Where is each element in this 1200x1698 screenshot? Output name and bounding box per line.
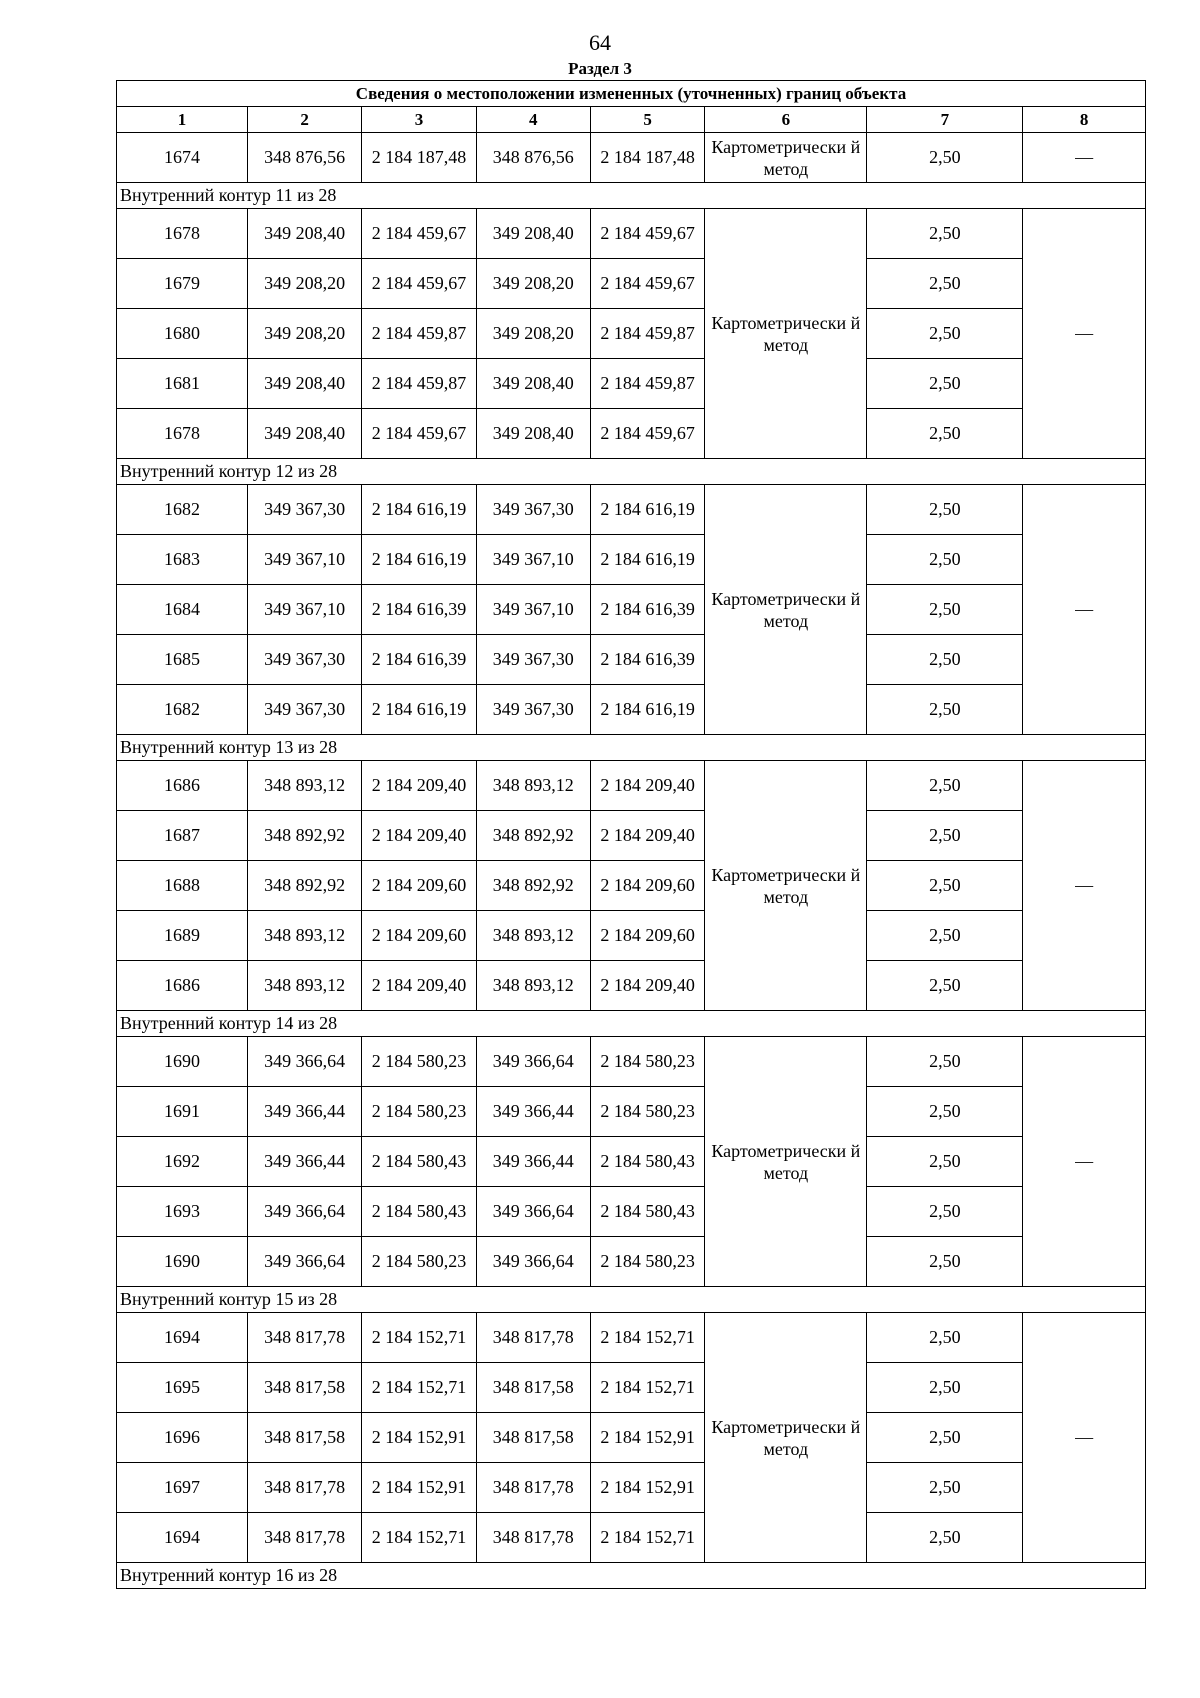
table-row bbox=[117, 209, 1146, 259]
y-coordinate-cell: 2 184 152,91 bbox=[590, 1463, 704, 1513]
table-row bbox=[117, 1237, 1146, 1287]
y-coordinate-cell: 2 184 580,23 bbox=[362, 1087, 476, 1137]
x-coordinate-cell: 348 893,12 bbox=[247, 761, 361, 811]
x-coordinate-cell: 349 367,10 bbox=[247, 585, 361, 635]
accuracy-cell: 2,50 bbox=[867, 1313, 1023, 1363]
y-coordinate-cell: 2 184 152,71 bbox=[590, 1313, 704, 1363]
accuracy-cell: 2,50 bbox=[867, 1513, 1023, 1563]
y-coordinate-cell: 2 184 209,60 bbox=[362, 911, 476, 961]
contour-label: Внутренний контур 14 из 28 bbox=[117, 1011, 1146, 1037]
x-coordinate-cell: 348 817,78 bbox=[476, 1513, 590, 1563]
y-coordinate-cell: 2 184 209,40 bbox=[362, 811, 476, 861]
point-number-cell: 1679 bbox=[117, 259, 248, 309]
point-number-cell: 1686 bbox=[117, 761, 248, 811]
y-coordinate-cell: 2 184 580,23 bbox=[590, 1037, 704, 1087]
x-coordinate-cell: 348 817,78 bbox=[247, 1463, 361, 1513]
x-coordinate-cell: 349 208,20 bbox=[247, 309, 361, 359]
accuracy-cell: 2,50 bbox=[867, 761, 1023, 811]
point-number-cell: 1682 bbox=[117, 485, 248, 535]
table-row bbox=[117, 535, 1146, 585]
y-coordinate-cell: 2 184 616,19 bbox=[362, 535, 476, 585]
accuracy-cell: 2,50 bbox=[867, 911, 1023, 961]
description-cell: — bbox=[1023, 1313, 1146, 1563]
y-coordinate-cell: 2 184 209,60 bbox=[362, 861, 476, 911]
y-coordinate-cell: 2 184 209,60 bbox=[590, 911, 704, 961]
x-coordinate-cell: 348 817,78 bbox=[247, 1313, 361, 1363]
table-row bbox=[117, 1187, 1146, 1237]
y-coordinate-cell: 2 184 459,87 bbox=[362, 359, 476, 409]
table-row bbox=[117, 1137, 1146, 1187]
y-coordinate-cell: 2 184 209,40 bbox=[590, 761, 704, 811]
x-coordinate-cell: 349 208,20 bbox=[476, 259, 590, 309]
column-header: 7 bbox=[867, 107, 1023, 133]
method-cell: Картометрически й метод bbox=[705, 485, 867, 735]
contour-label-row bbox=[117, 1563, 1146, 1589]
description-cell: — bbox=[1023, 209, 1146, 459]
column-header: 1 bbox=[117, 107, 248, 133]
point-number-cell: 1674 bbox=[117, 133, 248, 183]
contour-label: Внутренний контур 16 из 28 bbox=[117, 1563, 1146, 1589]
x-coordinate-cell: 349 208,20 bbox=[247, 259, 361, 309]
y-coordinate-cell: 2 184 459,67 bbox=[590, 409, 704, 459]
method-cell: Картометрически й метод bbox=[705, 133, 867, 183]
description-cell: — bbox=[1023, 1037, 1146, 1287]
accuracy-cell: 2,50 bbox=[867, 1187, 1023, 1237]
y-coordinate-cell: 2 184 616,39 bbox=[590, 635, 704, 685]
table-row bbox=[117, 133, 1146, 183]
table-row bbox=[117, 1313, 1146, 1363]
column-header-row bbox=[117, 107, 1146, 133]
x-coordinate-cell: 349 366,64 bbox=[476, 1187, 590, 1237]
accuracy-cell: 2,50 bbox=[867, 485, 1023, 535]
y-coordinate-cell: 2 184 580,23 bbox=[590, 1087, 704, 1137]
y-coordinate-cell: 2 184 152,71 bbox=[362, 1313, 476, 1363]
point-number-cell: 1686 bbox=[117, 961, 248, 1011]
table-row bbox=[117, 585, 1146, 635]
table-row bbox=[117, 1037, 1146, 1087]
y-coordinate-cell: 2 184 209,60 bbox=[590, 861, 704, 911]
column-header: 5 bbox=[590, 107, 704, 133]
point-number-cell: 1688 bbox=[117, 861, 248, 911]
x-coordinate-cell: 348 817,58 bbox=[476, 1413, 590, 1463]
accuracy-cell: 2,50 bbox=[867, 861, 1023, 911]
table-row bbox=[117, 359, 1146, 409]
x-coordinate-cell: 349 367,30 bbox=[247, 635, 361, 685]
table-title-row bbox=[117, 81, 1146, 107]
y-coordinate-cell: 2 184 616,39 bbox=[362, 585, 476, 635]
y-coordinate-cell: 2 184 152,91 bbox=[590, 1413, 704, 1463]
x-coordinate-cell: 349 208,20 bbox=[476, 309, 590, 359]
y-coordinate-cell: 2 184 616,19 bbox=[590, 535, 704, 585]
y-coordinate-cell: 2 184 459,87 bbox=[590, 309, 704, 359]
description-cell: — bbox=[1023, 133, 1146, 183]
method-cell: Картометрически й метод bbox=[705, 209, 867, 459]
table-row bbox=[117, 911, 1146, 961]
contour-label-row bbox=[117, 1287, 1146, 1313]
point-number-cell: 1687 bbox=[117, 811, 248, 861]
point-number-cell: 1694 bbox=[117, 1313, 248, 1363]
contour-label: Внутренний контур 12 из 28 bbox=[117, 459, 1146, 485]
point-number-cell: 1690 bbox=[117, 1237, 248, 1287]
y-coordinate-cell: 2 184 616,19 bbox=[362, 485, 476, 535]
y-coordinate-cell: 2 184 616,39 bbox=[590, 585, 704, 635]
y-coordinate-cell: 2 184 152,71 bbox=[590, 1513, 704, 1563]
contour-label-row bbox=[117, 735, 1146, 761]
coordinates-table bbox=[116, 80, 1146, 1589]
y-coordinate-cell: 2 184 580,43 bbox=[362, 1187, 476, 1237]
y-coordinate-cell: 2 184 616,19 bbox=[590, 685, 704, 735]
point-number-cell: 1692 bbox=[117, 1137, 248, 1187]
x-coordinate-cell: 348 817,78 bbox=[247, 1513, 361, 1563]
x-coordinate-cell: 348 893,12 bbox=[476, 961, 590, 1011]
x-coordinate-cell: 349 367,10 bbox=[476, 585, 590, 635]
y-coordinate-cell: 2 184 209,40 bbox=[362, 761, 476, 811]
x-coordinate-cell: 348 892,92 bbox=[476, 811, 590, 861]
column-header: 2 bbox=[247, 107, 361, 133]
table-row bbox=[117, 761, 1146, 811]
x-coordinate-cell: 349 367,30 bbox=[247, 685, 361, 735]
column-header: 3 bbox=[362, 107, 476, 133]
x-coordinate-cell: 348 876,56 bbox=[247, 133, 361, 183]
table-row bbox=[117, 409, 1146, 459]
x-coordinate-cell: 349 208,40 bbox=[476, 409, 590, 459]
y-coordinate-cell: 2 184 152,91 bbox=[362, 1463, 476, 1513]
accuracy-cell: 2,50 bbox=[867, 635, 1023, 685]
y-coordinate-cell: 2 184 459,67 bbox=[362, 209, 476, 259]
column-header: 4 bbox=[476, 107, 590, 133]
x-coordinate-cell: 348 876,56 bbox=[476, 133, 590, 183]
y-coordinate-cell: 2 184 152,71 bbox=[362, 1363, 476, 1413]
method-cell: Картометрически й метод bbox=[705, 761, 867, 1011]
y-coordinate-cell: 2 184 209,40 bbox=[590, 811, 704, 861]
point-number-cell: 1683 bbox=[117, 535, 248, 585]
y-coordinate-cell: 2 184 459,67 bbox=[590, 209, 704, 259]
x-coordinate-cell: 348 893,12 bbox=[247, 961, 361, 1011]
accuracy-cell: 2,50 bbox=[867, 309, 1023, 359]
x-coordinate-cell: 349 366,44 bbox=[476, 1087, 590, 1137]
x-coordinate-cell: 349 366,44 bbox=[476, 1137, 590, 1187]
accuracy-cell: 2,50 bbox=[867, 1413, 1023, 1463]
x-coordinate-cell: 349 208,40 bbox=[247, 359, 361, 409]
point-number-cell: 1689 bbox=[117, 911, 248, 961]
y-coordinate-cell: 2 184 209,40 bbox=[362, 961, 476, 1011]
table-title: Сведения о местоположении измененных (уточненных) границ объекта bbox=[117, 81, 1146, 107]
x-coordinate-cell: 348 817,58 bbox=[476, 1363, 590, 1413]
point-number-cell: 1695 bbox=[117, 1363, 248, 1413]
x-coordinate-cell: 349 367,30 bbox=[476, 635, 590, 685]
point-number-cell: 1690 bbox=[117, 1037, 248, 1087]
y-coordinate-cell: 2 184 616,19 bbox=[590, 485, 704, 535]
accuracy-cell: 2,50 bbox=[867, 133, 1023, 183]
point-number-cell: 1694 bbox=[117, 1513, 248, 1563]
accuracy-cell: 2,50 bbox=[867, 409, 1023, 459]
y-coordinate-cell: 2 184 152,91 bbox=[362, 1413, 476, 1463]
y-coordinate-cell: 2 184 459,67 bbox=[362, 409, 476, 459]
accuracy-cell: 2,50 bbox=[867, 359, 1023, 409]
x-coordinate-cell: 348 892,92 bbox=[476, 861, 590, 911]
accuracy-cell: 2,50 bbox=[867, 1137, 1023, 1187]
x-coordinate-cell: 349 208,40 bbox=[247, 209, 361, 259]
x-coordinate-cell: 348 817,58 bbox=[247, 1363, 361, 1413]
table-row bbox=[117, 259, 1146, 309]
y-coordinate-cell: 2 184 580,43 bbox=[590, 1137, 704, 1187]
x-coordinate-cell: 349 366,64 bbox=[247, 1237, 361, 1287]
y-coordinate-cell: 2 184 580,23 bbox=[362, 1237, 476, 1287]
contour-label: Внутренний контур 13 из 28 bbox=[117, 735, 1146, 761]
x-coordinate-cell: 349 366,64 bbox=[247, 1037, 361, 1087]
x-coordinate-cell: 349 208,40 bbox=[476, 209, 590, 259]
y-coordinate-cell: 2 184 459,87 bbox=[362, 309, 476, 359]
x-coordinate-cell: 348 817,58 bbox=[247, 1413, 361, 1463]
point-number-cell: 1697 bbox=[117, 1463, 248, 1513]
accuracy-cell: 2,50 bbox=[867, 1363, 1023, 1413]
contour-label-row bbox=[117, 1011, 1146, 1037]
y-coordinate-cell: 2 184 459,67 bbox=[590, 259, 704, 309]
x-coordinate-cell: 349 367,10 bbox=[476, 535, 590, 585]
contour-label-row bbox=[117, 459, 1146, 485]
point-number-cell: 1681 bbox=[117, 359, 248, 409]
x-coordinate-cell: 348 893,12 bbox=[476, 761, 590, 811]
table-row bbox=[117, 1413, 1146, 1463]
description-cell: — bbox=[1023, 761, 1146, 1011]
x-coordinate-cell: 349 208,40 bbox=[247, 409, 361, 459]
accuracy-cell: 2,50 bbox=[867, 685, 1023, 735]
accuracy-cell: 2,50 bbox=[867, 1237, 1023, 1287]
x-coordinate-cell: 349 366,64 bbox=[476, 1237, 590, 1287]
contour-label: Внутренний контур 15 из 28 bbox=[117, 1287, 1146, 1313]
method-cell: Картометрически й метод bbox=[705, 1037, 867, 1287]
y-coordinate-cell: 2 184 459,67 bbox=[362, 259, 476, 309]
contour-label-row bbox=[117, 183, 1146, 209]
section-title: Раздел 3 bbox=[568, 59, 632, 78]
point-number-cell: 1693 bbox=[117, 1187, 248, 1237]
table-row bbox=[117, 1087, 1146, 1137]
method-cell: Картометрически й метод bbox=[705, 1313, 867, 1563]
table-row bbox=[117, 309, 1146, 359]
x-coordinate-cell: 349 367,10 bbox=[247, 535, 361, 585]
x-coordinate-cell: 348 817,78 bbox=[476, 1463, 590, 1513]
point-number-cell: 1678 bbox=[117, 409, 248, 459]
point-number-cell: 1691 bbox=[117, 1087, 248, 1137]
accuracy-cell: 2,50 bbox=[867, 1463, 1023, 1513]
table-row bbox=[117, 961, 1146, 1011]
table-row bbox=[117, 635, 1146, 685]
y-coordinate-cell: 2 184 616,19 bbox=[362, 685, 476, 735]
accuracy-cell: 2,50 bbox=[867, 209, 1023, 259]
column-header: 6 bbox=[705, 107, 867, 133]
accuracy-cell: 2,50 bbox=[867, 1037, 1023, 1087]
accuracy-cell: 2,50 bbox=[867, 1087, 1023, 1137]
table-row bbox=[117, 1363, 1146, 1413]
y-coordinate-cell: 2 184 187,48 bbox=[590, 133, 704, 183]
x-coordinate-cell: 348 817,78 bbox=[476, 1313, 590, 1363]
table-row bbox=[117, 811, 1146, 861]
accuracy-cell: 2,50 bbox=[867, 961, 1023, 1011]
contour-label: Внутренний контур 11 из 28 bbox=[117, 183, 1146, 209]
x-coordinate-cell: 348 893,12 bbox=[476, 911, 590, 961]
y-coordinate-cell: 2 184 580,23 bbox=[362, 1037, 476, 1087]
y-coordinate-cell: 2 184 152,71 bbox=[362, 1513, 476, 1563]
y-coordinate-cell: 2 184 616,39 bbox=[362, 635, 476, 685]
accuracy-cell: 2,50 bbox=[867, 259, 1023, 309]
x-coordinate-cell: 348 893,12 bbox=[247, 911, 361, 961]
table-row bbox=[117, 1463, 1146, 1513]
x-coordinate-cell: 349 366,64 bbox=[476, 1037, 590, 1087]
y-coordinate-cell: 2 184 459,87 bbox=[590, 359, 704, 409]
y-coordinate-cell: 2 184 187,48 bbox=[362, 133, 476, 183]
x-coordinate-cell: 348 892,92 bbox=[247, 811, 361, 861]
x-coordinate-cell: 349 367,30 bbox=[476, 485, 590, 535]
x-coordinate-cell: 349 367,30 bbox=[247, 485, 361, 535]
x-coordinate-cell: 349 366,44 bbox=[247, 1087, 361, 1137]
point-number-cell: 1682 bbox=[117, 685, 248, 735]
accuracy-cell: 2,50 bbox=[867, 535, 1023, 585]
y-coordinate-cell: 2 184 209,40 bbox=[590, 961, 704, 1011]
point-number-cell: 1680 bbox=[117, 309, 248, 359]
description-cell: — bbox=[1023, 485, 1146, 735]
y-coordinate-cell: 2 184 580,43 bbox=[590, 1187, 704, 1237]
x-coordinate-cell: 348 892,92 bbox=[247, 861, 361, 911]
point-number-cell: 1696 bbox=[117, 1413, 248, 1463]
x-coordinate-cell: 349 366,64 bbox=[247, 1187, 361, 1237]
x-coordinate-cell: 349 366,44 bbox=[247, 1137, 361, 1187]
table-row bbox=[117, 485, 1146, 535]
table-body bbox=[117, 81, 1146, 1589]
point-number-cell: 1684 bbox=[117, 585, 248, 635]
y-coordinate-cell: 2 184 580,43 bbox=[362, 1137, 476, 1187]
y-coordinate-cell: 2 184 152,71 bbox=[590, 1363, 704, 1413]
page-number: 64 bbox=[589, 30, 611, 55]
point-number-cell: 1678 bbox=[117, 209, 248, 259]
table-row bbox=[117, 861, 1146, 911]
accuracy-cell: 2,50 bbox=[867, 585, 1023, 635]
point-number-cell: 1685 bbox=[117, 635, 248, 685]
table-row bbox=[117, 1513, 1146, 1563]
column-header: 8 bbox=[1023, 107, 1146, 133]
x-coordinate-cell: 349 208,40 bbox=[476, 359, 590, 409]
accuracy-cell: 2,50 bbox=[867, 811, 1023, 861]
x-coordinate-cell: 349 367,30 bbox=[476, 685, 590, 735]
table-row bbox=[117, 685, 1146, 735]
y-coordinate-cell: 2 184 580,23 bbox=[590, 1237, 704, 1287]
